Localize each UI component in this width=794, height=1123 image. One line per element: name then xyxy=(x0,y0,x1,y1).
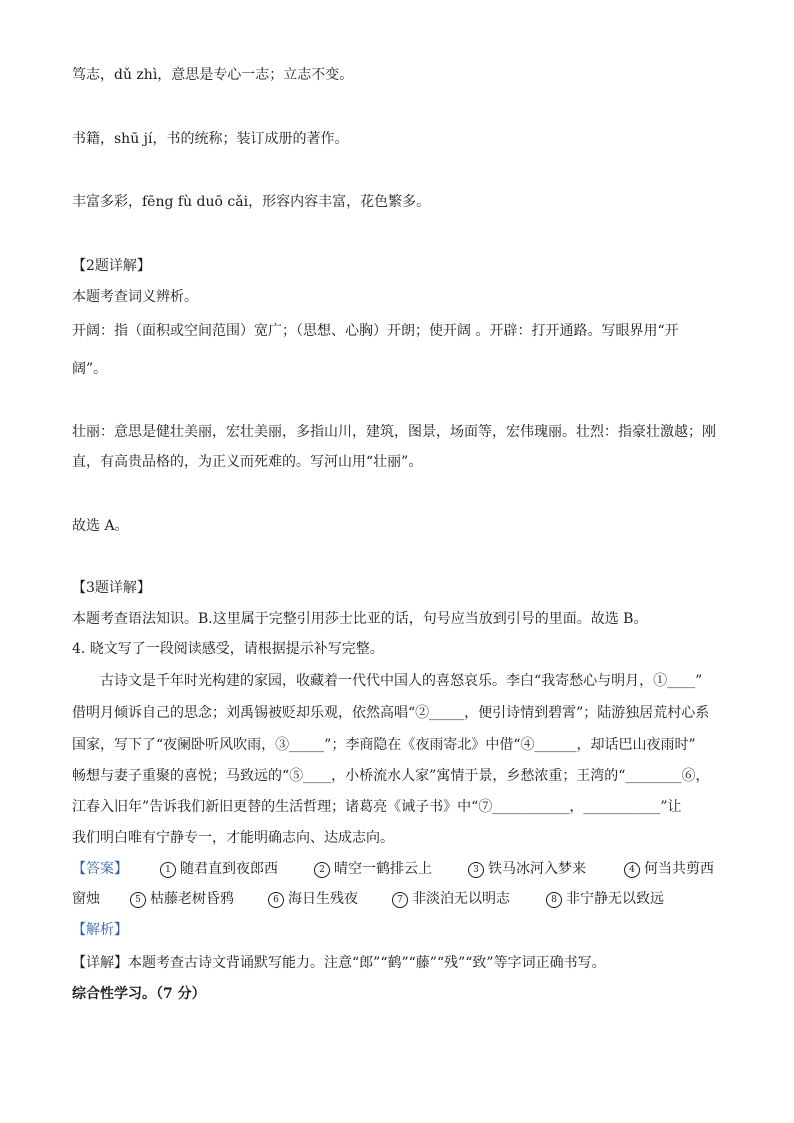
q4-passage-line4: 畅想与妻子重聚的喜悦；马致远的“⑤____，小桥流水人家”寓情于景，乡愁浓重；王湾的“________⑥， xyxy=(72,768,710,784)
q2-intro: 本题考查词义辨析。 xyxy=(72,289,198,305)
q4-passage-line3: 国家，写下了“夜阑卧听风吹雨，③_____”；李商隐在《夜雨寄北》中借“④______，却话巴山夜雨时” xyxy=(72,737,696,753)
q4-passage-line5: 江春入旧年”告诉我们新旧更替的生活哲理；诸葛亮《诫子书》中“⑦___________，___________”让 xyxy=(72,799,682,815)
q2-heading: 【2题详解】 xyxy=(72,258,151,274)
section-title: 综合性学习。（7 分） xyxy=(72,986,206,1002)
answer-item-3: 3 铁马冰河入梦来 xyxy=(468,860,586,878)
vocab-line-duzhi: 笃志，dǔ zhì，意思是专心一志；立志不变。 xyxy=(72,67,354,83)
q3-text: 本题考查语法知识。B.这里属于完整引用莎士比亚的话，句号应当放到引号的里面。故选 B。 xyxy=(72,611,648,627)
analysis-detail-label: 【详解】 xyxy=(72,955,128,971)
answer-item-4: 4 何当共剪西 xyxy=(624,860,714,878)
q2-conclusion: 故选 A。 xyxy=(72,518,129,534)
answer-item-2: 2 晴空一鹤排云上 xyxy=(314,860,432,878)
vocab-line-shuji: 书籍，shū jí，书的统称；装订成册的著作。 xyxy=(72,131,349,147)
q4-passage-line6: 我们明白唯有宁静专一，才能明确志向、达成志向。 xyxy=(72,830,394,846)
answer-item-5: 5 枯藤老树昏鸦 xyxy=(130,890,234,908)
analysis-detail xyxy=(72,954,606,972)
answer-label: 【答案】 xyxy=(72,861,128,877)
answer-item-8: 8 非宁静无以致远 xyxy=(546,890,664,908)
q4-passage-line1: 古诗文是千年时光构建的家园，收藏着一代代中国人的喜怒哀乐。李白“我寄愁心与明月，①____” xyxy=(100,673,703,689)
answer-item-4-cont: 窗烛 xyxy=(72,891,100,907)
q2-kaikuo-line2: 阔”。 xyxy=(72,361,108,377)
q4-passage-line2: 借明月倾诉自己的思念；刘禹锡被贬却乐观，依然高唱“②_____，便引诗情到碧霄”；陆游独居荒村心系 xyxy=(72,705,710,721)
vocab-line-fengfu: 丰富多彩，fēng fù duō cǎi，形容内容丰富，花色繁多。 xyxy=(72,194,431,210)
q2-zhuangli-line1: 壮丽：意思是健壮美丽，宏壮美丽，多指山川，建筑，图景，场面等，宏伟瑰丽。壮烈：指豪壮激越；刚 xyxy=(72,424,716,440)
q4-title: 4. 晓文写了一段阅读感受，请根据提示补写完整。 xyxy=(72,641,384,657)
analysis-label: 【解析】 xyxy=(72,922,128,938)
q3-heading: 【3题详解】 xyxy=(72,580,151,596)
answer-item-1: 1 随君直到夜郎西 xyxy=(160,860,278,878)
analysis-detail-text: 本题考查古诗文背诵默写能力。注意“郎”“鹤”“藤”“残”“致”等字词正确书写。 xyxy=(128,955,606,971)
q2-kaikuo-line1: 开阔：指（面积或空间范围）宽广；（思想、心胸）开朗；使开阔 。开辟：打开通路。写眼界用“开 xyxy=(72,323,679,339)
answer-item-6: 6 海日生残夜 xyxy=(268,890,358,908)
q2-zhuangli-line2: 直，有高贵品格的，为正义而死难的。写河山用“壮丽”。 xyxy=(72,454,423,470)
answer-item-7: 7 非淡泊无以明志 xyxy=(392,890,510,908)
